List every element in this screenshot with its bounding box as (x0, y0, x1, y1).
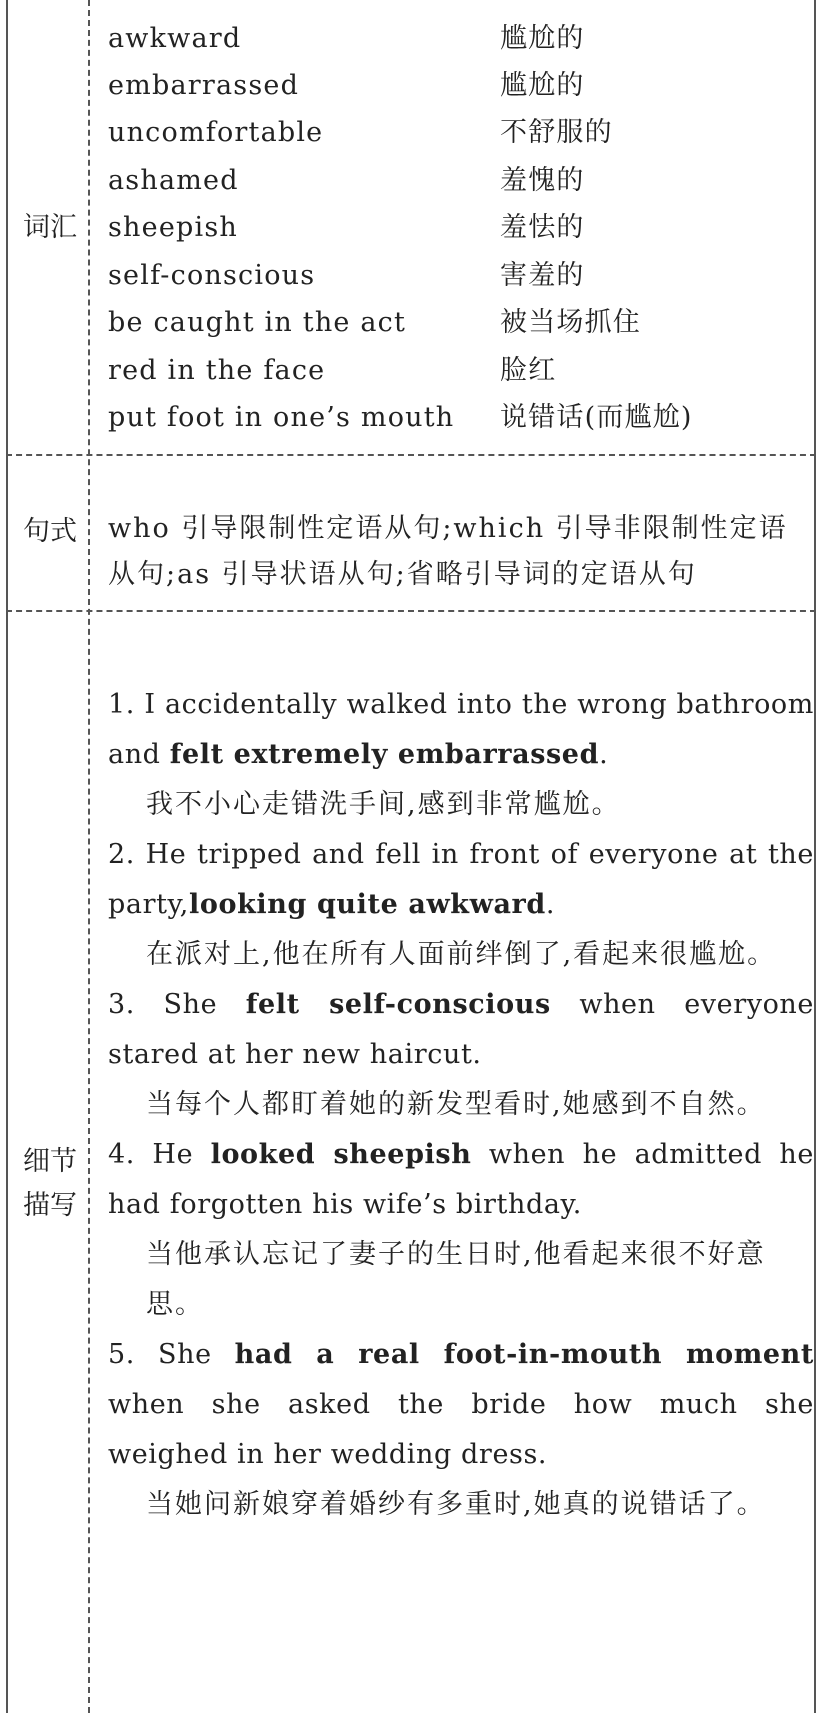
vocab-chinese: 尴尬的 (500, 70, 585, 101)
vocab-english: ashamed (108, 165, 239, 196)
example-highlight: felt extremely embarrassed (169, 739, 600, 770)
example-text: I accidentally walked into the wrong bathroom and (108, 689, 814, 770)
vocab-chinese: 羞怯的 (500, 212, 585, 243)
vocab-english: put foot in one’s mouth (108, 402, 455, 433)
vocab-english: be caught in the act (108, 307, 407, 338)
example-number: 1. (108, 689, 135, 720)
vocab-row (108, 13, 812, 65)
example-chinese: 我不小心走错洗手间,感到非常尴尬。 (146, 789, 621, 820)
vocab-row (108, 345, 812, 397)
vocab-english: embarrassed (108, 70, 300, 101)
vocab-english: self-conscious (108, 260, 316, 291)
vocab-chinese: 尴尬的 (500, 23, 585, 54)
vocab-chinese: 被当场抓住 (500, 307, 641, 338)
example-highlight: looked sheepish (210, 1139, 472, 1170)
example-item (108, 680, 814, 830)
vocab-category-label: 词汇 (23, 212, 77, 243)
example-highlight: had a real foot-in-mouth moment (234, 1339, 814, 1370)
example-item (108, 830, 814, 980)
example-english (108, 680, 814, 780)
syntax-text: who 引导限制性定语从句;which 引导非限制性定语从句;as 引导状语从句;省略引导词的定语从句 (108, 513, 788, 590)
vocab-chinese: 说错话(而尴尬) (500, 402, 693, 433)
vocab-english: sheepish (108, 212, 238, 243)
example-item (108, 1130, 814, 1330)
vocab-english: awkward (108, 23, 242, 54)
example-number: 3. (108, 989, 135, 1020)
detail-category-line: 细节 (23, 1146, 77, 1177)
example-text: She (163, 989, 246, 1020)
vocab-row (108, 202, 812, 254)
example-text: He tripped and fell in front of everyone at the party, (108, 839, 814, 920)
example-chinese: 当她问新娘穿着婚纱有多重时,她真的说错话了。 (146, 1489, 766, 1520)
example-number: 4. (108, 1139, 135, 1170)
table-right-border (814, 0, 816, 1713)
example-english (108, 1130, 814, 1230)
example-text: when she asked the bride how much she weighed in her wedding dress. (108, 1389, 814, 1470)
vocab-chinese: 不舒服的 (500, 117, 613, 148)
example-text: when everyone stared at her new haircut. (108, 989, 814, 1070)
example-highlight: looking quite awkward (189, 889, 546, 920)
example-english (108, 830, 814, 930)
vocab-english: red in the face (108, 355, 326, 386)
vocab-row (108, 250, 812, 302)
vocab-row (108, 155, 812, 207)
vocab-english: uncomfortable (108, 117, 324, 148)
vocab-chinese: 害羞的 (500, 260, 585, 291)
example-item (108, 1330, 814, 1530)
example-highlight: felt self-conscious (245, 989, 551, 1020)
example-text: . (545, 889, 556, 920)
vocab-row (108, 392, 812, 444)
example-english (108, 980, 814, 1080)
vocab-row (108, 60, 812, 112)
row-divider-2 (6, 610, 816, 612)
example-text: when he admitted he had forgotten his wife’s birthday. (108, 1139, 815, 1220)
example-number: 5. (108, 1339, 135, 1370)
example-number: 2. (108, 839, 135, 870)
example-text: He (152, 1139, 211, 1170)
syntax-category-label: 句式 (23, 516, 77, 547)
vocab-chinese: 脸红 (500, 355, 557, 386)
example-text: She (157, 1339, 235, 1370)
example-chinese: 当每个人都盯着她的新发型看时,她感到不自然。 (146, 1089, 766, 1120)
vocab-row (108, 107, 812, 159)
detail-category-label (10, 1140, 90, 1228)
example-item (108, 980, 814, 1130)
detail-category-line: 描写 (23, 1190, 77, 1221)
vocab-chinese: 羞愧的 (500, 165, 585, 196)
example-text: . (599, 739, 609, 770)
table-left-border (6, 0, 8, 1713)
example-chinese: 在派对上,他在所有人面前绊倒了,看起来很尴尬。 (146, 939, 777, 970)
example-list (108, 680, 814, 1530)
example-chinese: 当他承认忘记了妻子的生日时,他看起来很不好意思。 (146, 1239, 766, 1320)
vocab-row (108, 297, 812, 349)
example-english (108, 1330, 814, 1480)
column-divider (88, 0, 90, 1713)
row-divider-1 (6, 454, 816, 456)
